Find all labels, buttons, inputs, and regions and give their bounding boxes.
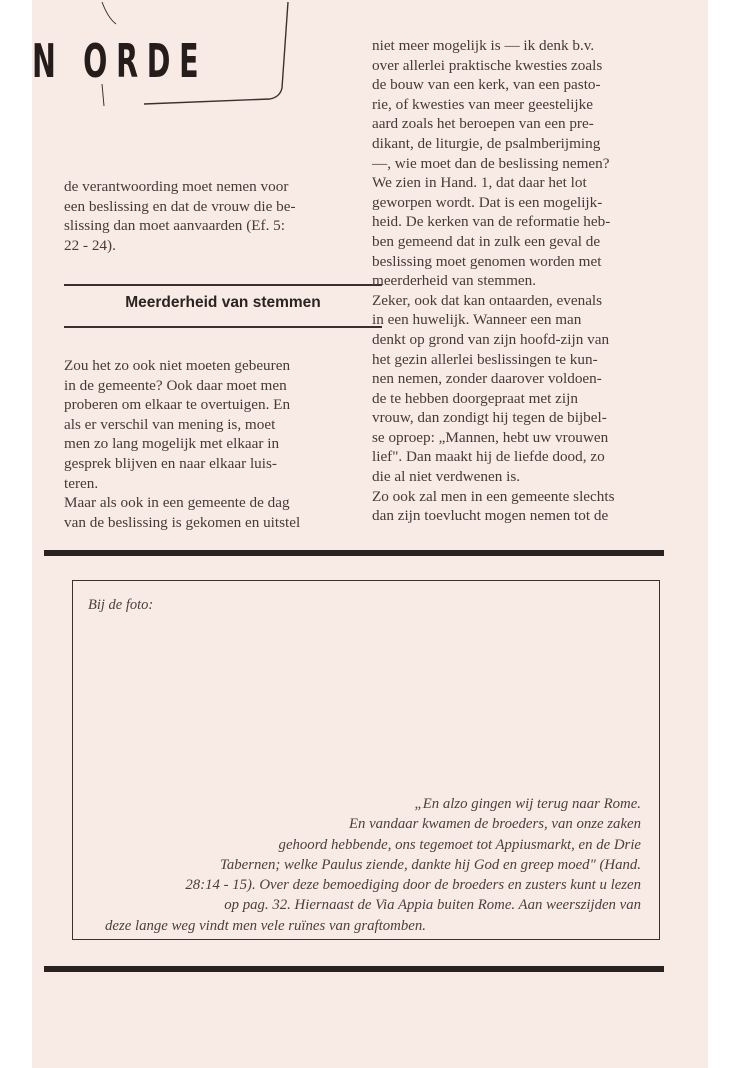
text-line: in een huwelijk. Wanneer een man — [372, 311, 582, 329]
text-line: de verantwoording moet nemen voor — [64, 178, 289, 195]
text-line: de bouw van een kerk, van een pasto- — [372, 76, 601, 94]
text-line: een beslissing en dat de vrouw die be- — [64, 197, 296, 215]
subheading: Meerderheid van stemmen — [125, 294, 321, 311]
heading-area — [32, 0, 332, 120]
text-line: rie, of kwesties van meer geestelijke — [372, 95, 593, 113]
text-line: Zeker, ook dat kan ontaarden, evenals — [372, 291, 603, 309]
text-line: men zo lang mogelijk met elkaar in — [64, 435, 280, 453]
text-line: niet meer mogelijk is — ik denk b.v. — [372, 37, 595, 54]
caption-label: Bij de foto: — [88, 597, 154, 613]
text-line: dikant, de liturgie, de psalmberijming — [372, 134, 601, 152]
text-line: van de beslissing is gekomen en uitstel — [64, 513, 301, 531]
text-line: het gezin allerlei beslissingen te kun- — [372, 350, 598, 368]
magazine-page — [32, 0, 708, 1068]
caption-line: 28:14 - 15). Over deze bemoediging door de broeders en zusters kunt u lezen — [185, 877, 641, 894]
photo-caption-box — [72, 580, 660, 940]
paragraph — [64, 493, 382, 532]
text-line: meerderheid van stemmen. — [372, 272, 537, 290]
text-line: de te hebben doorgepraat met zijn — [372, 389, 578, 407]
text-line: heid. De kerken van de reformatie heb- — [372, 213, 611, 231]
paragraph — [64, 356, 382, 493]
text-line: dan zijn toevlucht mogen nemen tot de — [372, 507, 609, 525]
text-line: in de gemeente? Ook daar moet men — [64, 376, 287, 394]
text-line: beslissing moet genomen worden met — [372, 252, 602, 270]
text-line: —, wie moet dan de beslissing nemen? — [372, 154, 610, 172]
left-column-bottom — [64, 356, 382, 532]
caption-line: Tabernen; welke Paulus ziende, dankte hij God en greep moed" (Hand. — [220, 856, 641, 873]
left-column-top — [64, 177, 382, 255]
divider-band-bottom — [44, 966, 664, 972]
text-line: Zo ook zal men in een gemeente slechts — [372, 487, 615, 505]
text-line: ben gemeend dat in zulk een geval de — [372, 232, 601, 250]
subheading-rule-bottom — [64, 326, 382, 328]
caption-line: deze lange weg vindt men vele ruïnes van graftomben. — [105, 917, 426, 934]
caption-line: En vandaar kwamen de broeders, van onze zaken — [348, 816, 641, 833]
paragraph-intro — [64, 177, 382, 255]
text-line: denkt op grond van zijn hoofd-zijn van — [372, 330, 610, 348]
divider-band-top — [44, 550, 664, 556]
right-column — [372, 36, 664, 526]
caption-text — [105, 794, 641, 936]
text-line: die al niet verdwenen is. — [372, 468, 521, 486]
text-line: We zien in Hand. 1, dat daar het lot — [372, 174, 587, 192]
text-line: als er verschil van mening is, moet — [64, 415, 276, 433]
text-line: geworpen wordt. Dat is een mogelijk- — [372, 193, 603, 211]
subheading-rule-top — [64, 284, 382, 286]
paragraph — [372, 291, 664, 487]
text-line: proberen om elkaar te overtuigen. En — [64, 396, 291, 414]
text-line: nen nemen, zonder daarover voldoen- — [372, 370, 602, 388]
paragraph — [372, 36, 664, 291]
caption-line: „En alzo gingen wij terug naar Rome. — [414, 796, 641, 812]
text-line: lief". Dan maakt hij de liefde dood, zo — [372, 448, 605, 466]
text-line: se oproep: „Mannen, hebt uw vrouwen — [372, 428, 609, 446]
text-line: 22 - 24). — [64, 236, 116, 254]
text-line: vrouw, dan zondigt hij tegen de bijbel- — [372, 409, 607, 427]
caption-line: op pag. 32. Hiernaast de Via Appia buiten Rome. Aan weerszijden van — [224, 897, 641, 914]
text-line: teren. — [64, 474, 99, 492]
text-line: gesprek blijven en naar elkaar luis- — [64, 454, 277, 472]
heading-title: N ORDE — [32, 34, 208, 88]
text-line: over allerlei praktische kwesties zoals — [372, 56, 603, 74]
text-line: Zou het zo ook niet moeten gebeuren — [64, 357, 291, 374]
paragraph — [372, 487, 664, 526]
text-line: aard zoals het beroepen van een pre- — [372, 115, 594, 133]
caption-line: gehoord hebbende, ons tegemoet tot Appiusmarkt, en de Drie — [278, 836, 641, 853]
text-line: slissing dan moet aanvaarden (Ef. 5: — [64, 217, 285, 235]
text-line: Maar als ook in een gemeente de dag — [64, 494, 290, 512]
